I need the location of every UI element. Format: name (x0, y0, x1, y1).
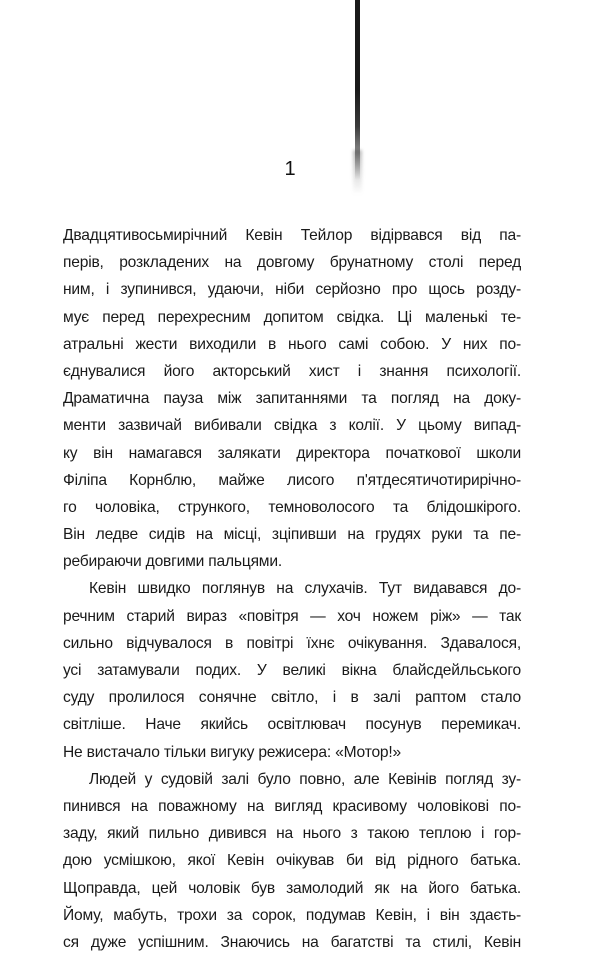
text-line: дою усмішкою, якої Кевін очікував би від рідного батька. (63, 852, 521, 870)
text-line: менти зазвичай вибивали свідка з колії. У цьому випад- (63, 417, 521, 435)
text-line: ним, і зупинився, удаючи, ніби серйозно про щось розду- (63, 281, 521, 299)
text-line: го чоловіка, стрункого, темноволосого та блідошкірого. (63, 498, 521, 516)
text-line: перів, розкладених на довгому брунатному столі перед (63, 254, 521, 272)
text-line: атральні жести виходили в нього самі собою. У них по- (63, 335, 521, 353)
decorative-line-fade (353, 150, 362, 195)
text-line: єднувалися його акторський хист і знання психології. (63, 362, 521, 380)
text-line: речним старий вираз «повітря — хоч ножем ріж» — так (63, 607, 521, 625)
text-line: пинився на поважному на вигляд красивому чоловікові по- (63, 797, 521, 815)
text-line: Не вистачало тільки вигуку режисера: «Мотор!» (63, 743, 402, 761)
text-line: мує перед перехресним допитом свідка. Ці маленькі те- (63, 308, 521, 326)
chapter-number: 1 (284, 158, 296, 180)
text-line: суду пролилося сонячне світло, і в залі раптом стало (63, 689, 521, 707)
chapter-body-text (63, 222, 521, 956)
text-line: Філіпа Корнблю, майже лисого п'ятдесятичотирирічно- (63, 471, 521, 489)
text-line: заду, який пильно дивився на нього з такою теплою і гор- (63, 825, 521, 843)
text-line: Йому, мабуть, трохи за сорок, подумав Кевін, і він здаєть- (63, 906, 521, 924)
text-line: Двадцятивосьмирічний Кевін Тейлор відірвався від па- (63, 227, 521, 244)
text-line: ся дуже успішним. Знаючись на багатстві та стилі, Кевін (63, 933, 521, 951)
text-line: Драматична пауза між запитаннями та погляд на доку- (63, 390, 521, 408)
text-line: ребираючи довгими пальцями. (63, 553, 282, 571)
text-line: Щоправда, цей чоловік був замолодий як на його батька. (63, 879, 521, 897)
text-line: Він ледве сидів на місці, зціпивши на грудях руки та пе- (63, 526, 521, 544)
text-line: Людей у судовій залі було повно, але Кевінів погляд зу- (89, 770, 521, 788)
text-line: сильно відчувалося в повітрі їхнє очікування. Здавалося, (63, 634, 521, 652)
text-line: Кевін швидко поглянув на слухачів. Тут видавався до- (89, 580, 521, 598)
text-line: ку він намагався залякати директора початкової школи (63, 444, 521, 462)
text-line: усі затамували подих. У великі вікна блайсдейльського (63, 662, 521, 679)
text-line: світліше. Наче якийсь освітлювач посунув перемикач. (63, 716, 521, 734)
